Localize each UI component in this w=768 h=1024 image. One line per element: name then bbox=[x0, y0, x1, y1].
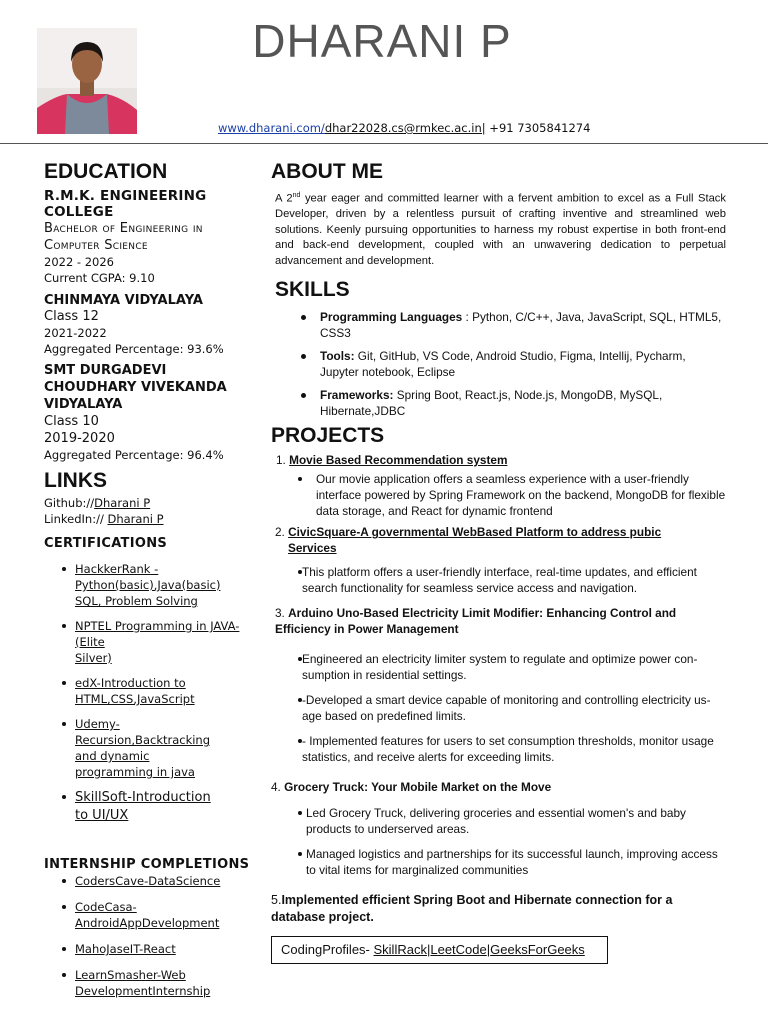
project-5-title: Implemented efficient Spring Boot and Hibernate connection for a database project. bbox=[271, 893, 673, 925]
project-bullet: Managed logistics and partnerships for its successful launch, improving access to vital items for marginalized communities bbox=[271, 846, 726, 878]
internship-line: CodeCasa- bbox=[75, 900, 137, 914]
email-link[interactable]: dhar22028.cs@rmkec.ac.in| bbox=[324, 121, 486, 135]
project-bullet: - Implemented features for users to set consumption thresholds, monitor usage statistics, and receive alerts for exceeding limits. bbox=[271, 733, 726, 765]
cert-line: NPTEL Programming in JAVA-(Elite bbox=[75, 619, 240, 649]
skill-value: Python, C/C++, Java, JavaScript, SQL, HTML5, CSS3 bbox=[320, 310, 722, 341]
about-text-sup: nd bbox=[292, 192, 301, 199]
cert-line: Udemy- bbox=[75, 717, 120, 731]
cert-line: and dynamic bbox=[75, 749, 150, 763]
cert-line: HTML,CSS,JavaScript bbox=[75, 692, 195, 706]
cert-item[interactable] bbox=[44, 716, 266, 780]
skill-value: Spring Boot, React.js, Node.js, MongoDB, MySQL, Hibernate,JDBC bbox=[320, 388, 663, 419]
skills-list bbox=[271, 309, 726, 419]
right-column bbox=[271, 160, 726, 926]
header-divider bbox=[0, 143, 768, 144]
project-4-title-line bbox=[271, 779, 726, 795]
project-1-title-line bbox=[276, 452, 726, 468]
coding-profiles-prefix: CodingProfiles- bbox=[281, 942, 374, 957]
skill-label: Programming Languages bbox=[320, 310, 463, 325]
linkedin-link[interactable]: Dharani P bbox=[107, 512, 164, 526]
education-school-12 bbox=[44, 293, 266, 357]
education-college bbox=[44, 188, 266, 286]
project-4-num: 4. bbox=[271, 780, 285, 795]
geeksforgeeks-link[interactable]: GeeksForGeeks bbox=[490, 942, 585, 957]
internships-heading: INTERNSHIP COMPLETIONS bbox=[44, 857, 250, 872]
school12-class: Class 12 bbox=[44, 309, 99, 324]
about-heading: ABOUT ME bbox=[271, 160, 383, 183]
project-2-title-line bbox=[275, 524, 726, 556]
internship-item[interactable] bbox=[44, 899, 266, 931]
about-text bbox=[275, 188, 726, 269]
internship-line: AndroidAppDevelopment bbox=[75, 916, 220, 930]
project-1-bullets bbox=[271, 471, 726, 519]
internship-item[interactable] bbox=[44, 967, 266, 999]
college-years: 2022 - 2026 bbox=[44, 255, 114, 269]
school12-score: Aggregated Percentage: 93.6% bbox=[44, 342, 224, 356]
projects-heading: PROJECTS bbox=[271, 424, 385, 448]
college-name: R.M.K. ENGINEERING COLLEGE bbox=[44, 188, 207, 220]
website-link[interactable]: www.dharani.com/ bbox=[218, 121, 325, 135]
phone-number: +91 7305841274 bbox=[485, 121, 591, 135]
skill-item bbox=[271, 387, 726, 419]
cert-line: Silver) bbox=[75, 651, 112, 665]
project-1-num: 1. bbox=[276, 453, 290, 468]
about-text-b: year eager and committed learner with a fervent ambition to excel as a Full Stack Developer, driven by a relentless pursuit of crafting inventive and streamlined web solutions. Keenly pursuing opportunities to harness my robust expertise in both front-end and back-end development, coupled with an unwavering dedication to perpetual advancement and development. bbox=[275, 192, 726, 267]
contact-line bbox=[218, 121, 590, 135]
leetcode-link[interactable]: LeetCode bbox=[430, 942, 487, 957]
project-bullet: Our movie application offers a seamless experience with a user-friendly interface powered by Spring Framework on the backend, MongoDB for flexible data storage, and React for dynamic frontend bbox=[271, 471, 726, 519]
project-4-title: Grocery Truck: Your Mobile Market on the Move bbox=[284, 780, 552, 795]
internships-list bbox=[44, 873, 266, 999]
school10-name-2: CHOUDHARY VIVEKANDA bbox=[44, 380, 227, 395]
project-bullet: Led Grocery Truck, delivering groceries and essential women's and baby products to underserved areas. bbox=[271, 805, 726, 837]
school10-score: Aggregated Percentage: 96.4% bbox=[44, 448, 224, 462]
skill-label: Frameworks: bbox=[320, 388, 394, 403]
skill-sep: : bbox=[462, 310, 473, 325]
cert-line: to UI/UX bbox=[75, 808, 129, 823]
links-heading: LINKS bbox=[44, 469, 107, 492]
skillrack-link[interactable]: SkillRack bbox=[373, 942, 427, 957]
project-2-title[interactable]: CivicSquare-A governmental WebBased Platform to address pubic bbox=[288, 525, 662, 540]
separator: | bbox=[426, 942, 431, 957]
internship-line: LearnSmasher-Web bbox=[75, 968, 186, 982]
cert-item[interactable] bbox=[44, 561, 266, 609]
separator: | bbox=[486, 942, 491, 957]
skill-item bbox=[271, 309, 726, 341]
internship-line: DevelopmentInternship bbox=[75, 984, 211, 998]
cert-item[interactable] bbox=[44, 789, 266, 825]
project-bullet: This platform offers a user-friendly interface, real-time updates, and efficient search functionality for seamless service access and navigation. bbox=[271, 564, 726, 596]
github-line bbox=[44, 495, 266, 511]
project-3-num: 3. bbox=[275, 606, 289, 621]
certifications-heading: CERTIFICATIONS bbox=[44, 536, 168, 551]
project-1-title[interactable]: Movie Based Recommendation system bbox=[289, 453, 508, 468]
cert-line: SkillSoft-Introduction bbox=[75, 790, 211, 805]
project-3-bullets bbox=[271, 651, 726, 765]
certifications-list bbox=[44, 561, 266, 825]
github-link[interactable]: Dharani P bbox=[94, 496, 151, 510]
linkedin-prefix: LinkedIn:// bbox=[44, 512, 108, 526]
project-4-bullets bbox=[271, 805, 726, 878]
school12-name: CHINMAYA VIDYALAYA bbox=[44, 293, 203, 308]
internship-item[interactable] bbox=[44, 941, 266, 957]
coding-profiles-box bbox=[271, 936, 608, 964]
internship-item[interactable] bbox=[44, 873, 266, 889]
candidate-name: DHARANI P bbox=[252, 15, 512, 67]
skill-label: Tools: bbox=[320, 349, 355, 364]
degree-line-2: Computer Science bbox=[44, 238, 148, 253]
school10-class: Class 10 bbox=[44, 414, 99, 429]
cert-item[interactable] bbox=[44, 618, 266, 666]
cert-line: edX-Introduction to bbox=[75, 676, 186, 690]
cert-line: SQL, Problem Solving bbox=[75, 594, 198, 608]
internship-line: MahoJaseIT-React bbox=[75, 942, 176, 956]
education-heading: EDUCATION bbox=[44, 160, 168, 183]
project-bullet: -Developed a smart device capable of monitoring and controlling electricity us-age based on predefined limits. bbox=[271, 692, 726, 724]
skill-value: Git, GitHub, VS Code, Android Studio, Figma, Intellij, Pycharm, Jupyter notebook, Eclipse bbox=[320, 349, 686, 380]
project-2-title-cont[interactable]: Services bbox=[288, 541, 337, 556]
internship-line: CodersCave-DataScience bbox=[75, 874, 221, 888]
project-5-num: 5. bbox=[271, 893, 282, 908]
github-prefix: Github:// bbox=[44, 496, 95, 510]
project-3-title: Arduino Uno-Based Electricity Limit Modifier: Enhancing Control and Efficiency in Power Management bbox=[275, 606, 677, 637]
about-text-a: A 2 bbox=[275, 192, 293, 205]
project-2-bullets bbox=[271, 564, 726, 596]
skill-item bbox=[271, 348, 726, 380]
school10-years: 2019-2020 bbox=[44, 431, 115, 446]
school10-name-3: VIDYALAYA bbox=[44, 397, 123, 412]
project-bullet: Engineered an electricity limiter system to regulate and optimize power con-sumption in residential settings. bbox=[271, 651, 726, 683]
cert-line: Python(basic),Java(basic) bbox=[75, 578, 221, 592]
cert-item[interactable] bbox=[44, 675, 266, 707]
school10-name-1: SMT DURGADEVI bbox=[44, 363, 167, 378]
project-2-num: 2. bbox=[275, 525, 289, 540]
education-school-10 bbox=[44, 362, 266, 463]
project-5-title-line bbox=[271, 892, 726, 926]
cert-line: programming in java bbox=[75, 765, 195, 779]
cert-line: Recursion,Backtracking bbox=[75, 733, 211, 747]
cert-line: HackkerRank - bbox=[75, 562, 159, 576]
project-3-title-line bbox=[275, 605, 726, 637]
skills-heading: SKILLS bbox=[275, 278, 350, 302]
school12-years: 2021-2022 bbox=[44, 326, 107, 340]
left-column bbox=[44, 160, 266, 999]
degree-line-1: Bachelor of Engineering in bbox=[44, 221, 203, 236]
college-score: Current CGPA: 9.10 bbox=[44, 271, 155, 285]
linkedin-line bbox=[44, 511, 266, 527]
